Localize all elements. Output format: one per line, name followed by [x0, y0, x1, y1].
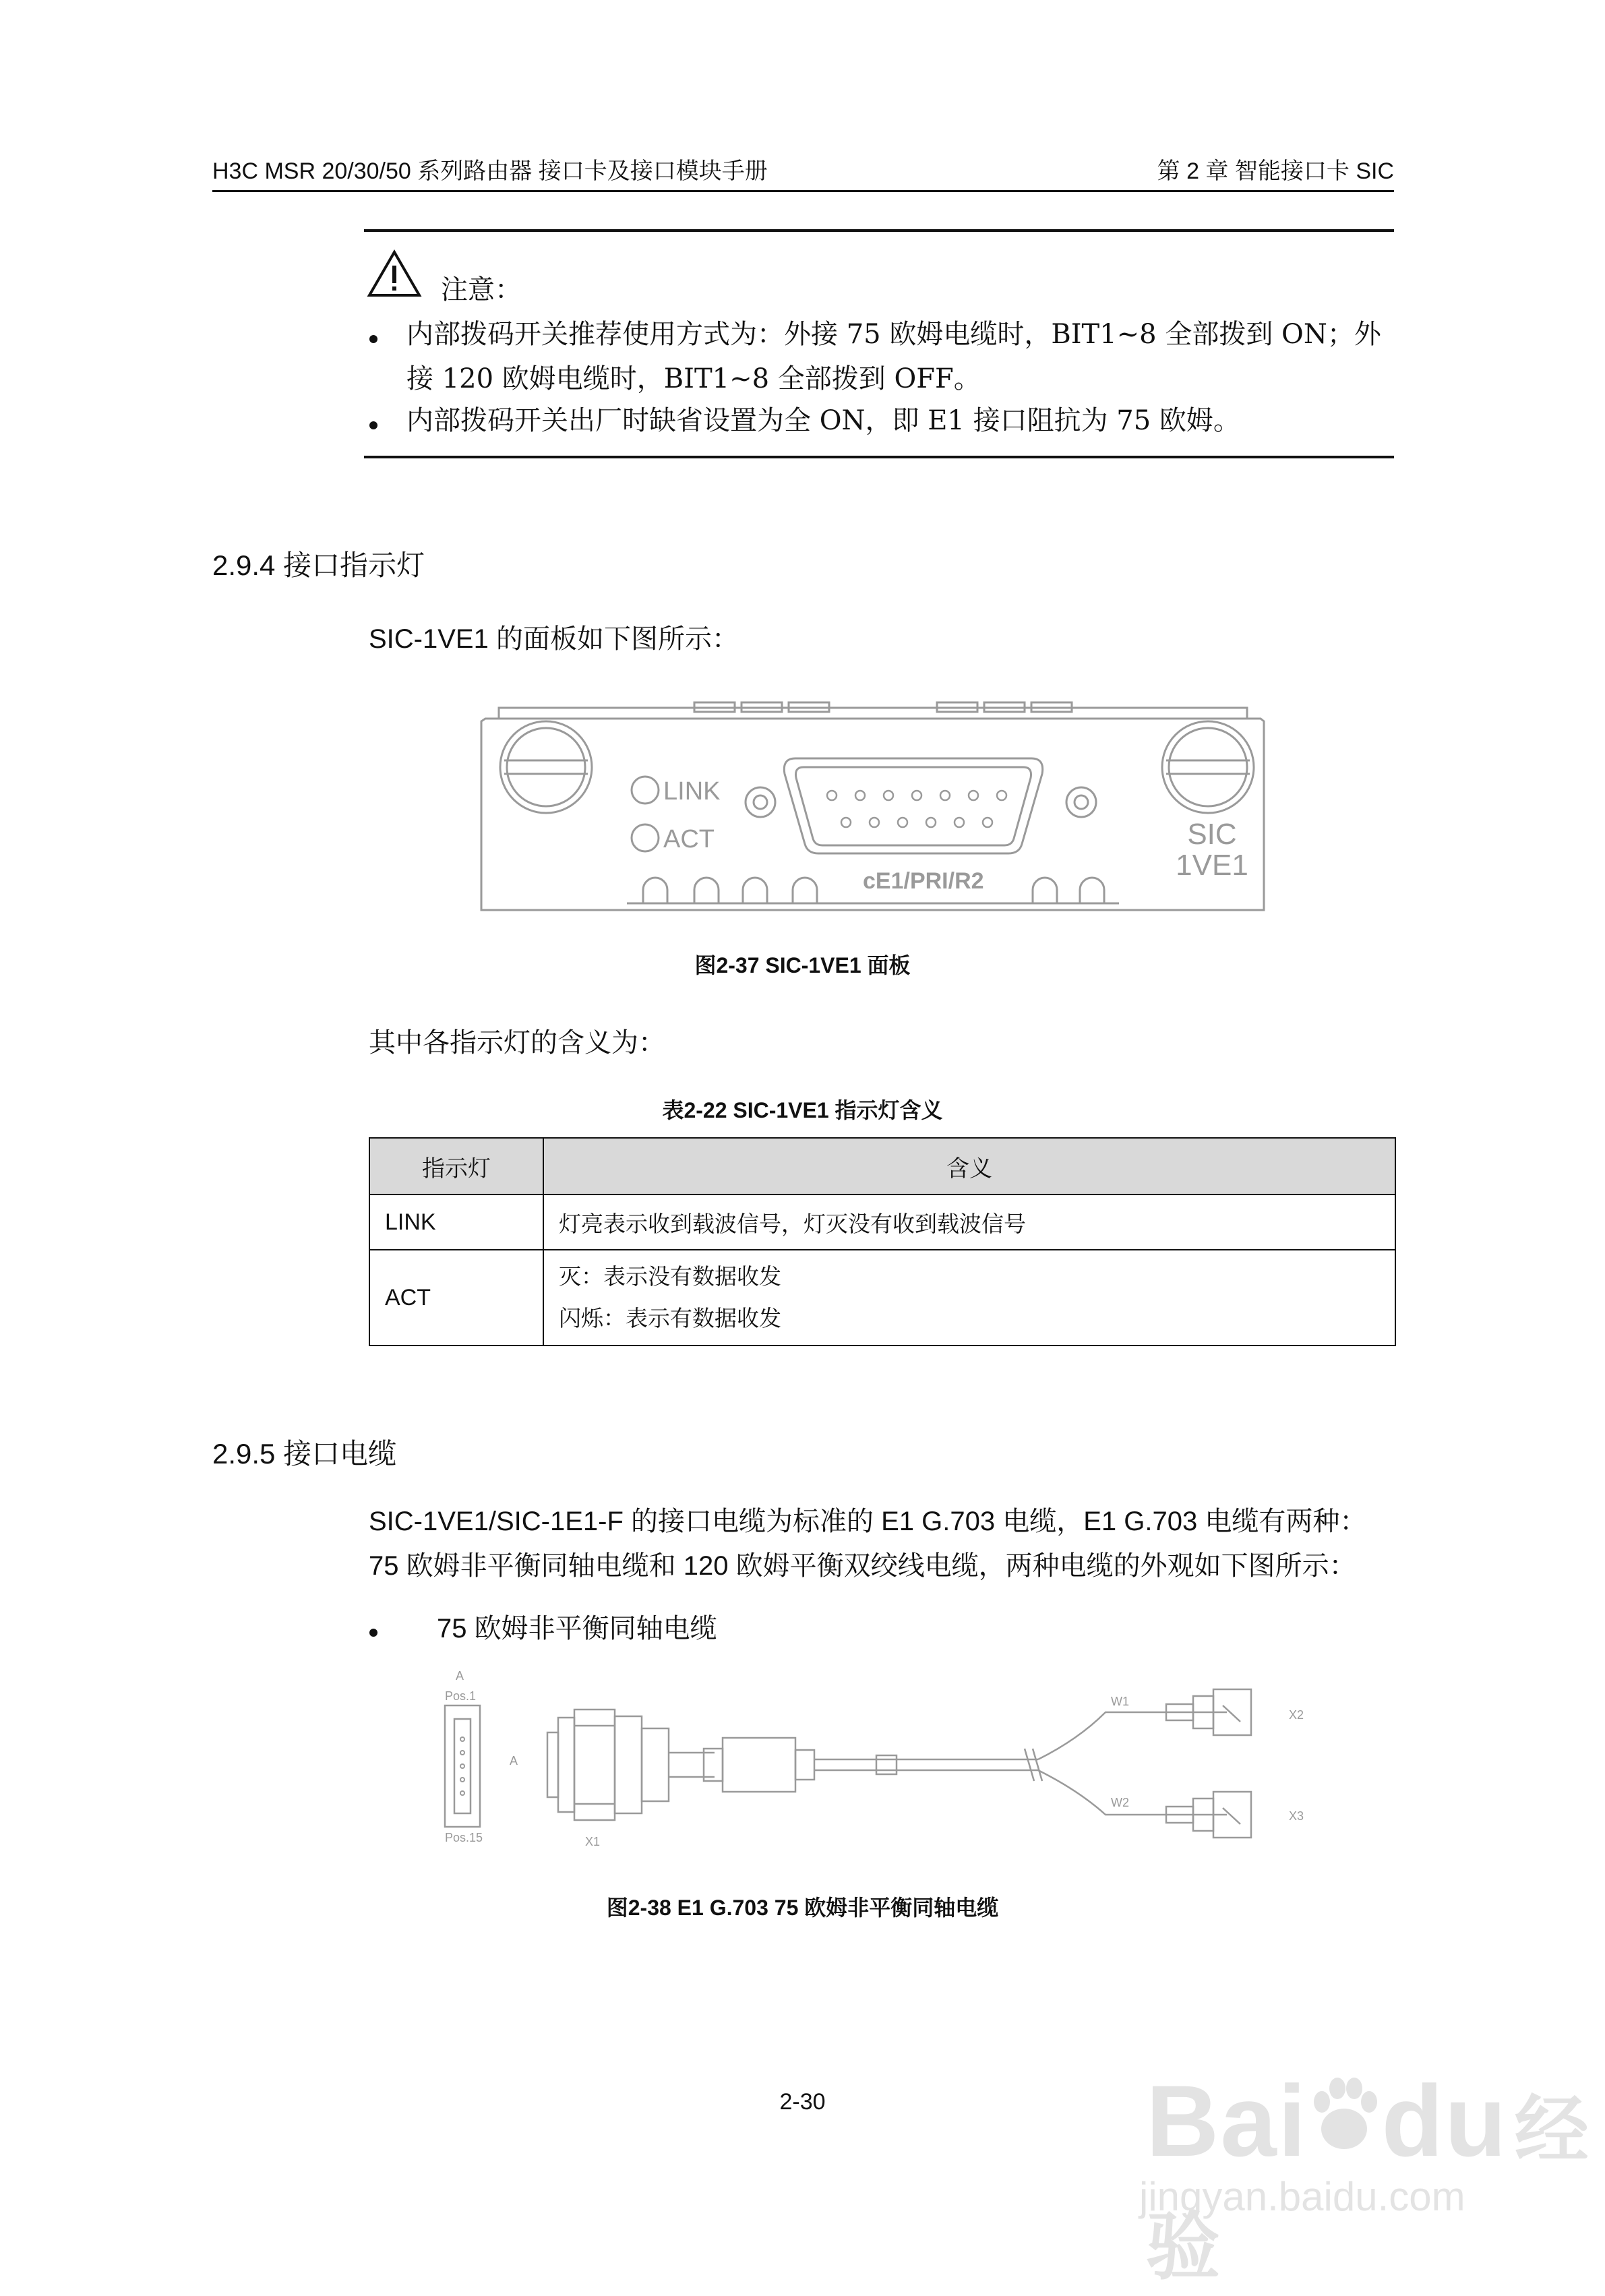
caution-bottom-rule	[364, 456, 1394, 458]
indicator-table	[369, 1137, 1396, 1346]
table-caption-2-22: 表2-22 SIC-1VE1 指示灯含义	[662, 1098, 943, 1122]
table-row	[369, 1250, 1395, 1346]
cable-label-x2: X2	[1289, 1708, 1304, 1722]
cable-label-x1: X1	[585, 1835, 601, 1848]
table-header-led: 指示灯	[369, 1138, 543, 1195]
table-cell-led: ACT	[369, 1250, 543, 1346]
table-cell-meaning-line: 灭：表示没有数据收发	[559, 1263, 781, 1290]
panel-model-line2: 1VE1	[1176, 849, 1248, 882]
header-right: 第 2 章 智能接口卡 SIC	[1157, 158, 1394, 184]
sic-1ve1-panel-figure	[472, 701, 1274, 917]
cable-label-w2: W2	[1111, 1796, 1129, 1809]
watermark-brand: Bai	[1146, 2064, 1308, 2177]
panel-model-line1: SIC	[1187, 818, 1237, 851]
section-294-intro: SIC-1VE1 的面板如下图所示：	[369, 624, 739, 654]
caution-bullet-2: 内部拨码开关出厂时缺省设置为全 ON，即 E1 接口阻抗为 75 欧姆。	[406, 405, 1240, 436]
section-295-paragraph	[369, 1499, 1366, 1588]
cable-label-x3: X3	[1289, 1809, 1304, 1823]
figure-caption-2-38: 图2-38 E1 G.703 75 欧姆非平衡同轴电缆	[606, 1896, 999, 1920]
figure-caption-2-37: 图2-37 SIC-1VE1 面板	[694, 953, 911, 977]
table-header-row	[369, 1138, 1395, 1195]
page-number: 2-30	[779, 2089, 826, 2115]
cable-label-pos1: Pos.1	[445, 1689, 477, 1703]
caution-title: 注意：	[441, 275, 522, 305]
e1-coax-cable-figure	[431, 1665, 1335, 1861]
cable-label-a-mid: A	[510, 1754, 518, 1768]
caution-bullet-1-line2: 接 120 欧姆电缆时，BIT1~8 全部拨到 OFF。	[406, 363, 981, 394]
caution-top-rule	[364, 229, 1394, 232]
caution-bullet-1-line1: 内部拨码开关推荐使用方式为：外接 75 欧姆电缆时，BIT1~8 全部拨到 ON；外	[406, 319, 1381, 350]
header-rule	[212, 190, 1394, 192]
watermark-brand2: du	[1381, 2064, 1508, 2177]
table-cell-meaning: 灯亮表示收到载波信号，灯灭没有收到载波信号	[543, 1195, 1395, 1250]
bullet-dot	[369, 421, 377, 429]
paw-icon	[1307, 2063, 1381, 2179]
cable-label-w1: W1	[1111, 1695, 1129, 1708]
bullet-dot	[369, 1629, 377, 1637]
cable-bullet: 75 欧姆非平衡同轴电缆	[437, 1614, 717, 1643]
watermark-url: jingyan.baidu.com	[1139, 2174, 1465, 2219]
section-heading-294: 2.9.4 接口指示灯	[212, 549, 425, 581]
watermark-cn: 经验	[1146, 2089, 1590, 2289]
panel-act-label: ACT	[663, 825, 715, 853]
cable-label-pos15: Pos.15	[445, 1831, 483, 1844]
meaning-intro: 其中各指示灯的含义为：	[369, 1027, 665, 1058]
header-left: H3C MSR 20/30/50 系列路由器 接口卡及接口模块手册	[212, 158, 768, 184]
section-heading-295: 2.9.5 接口电缆	[212, 1438, 397, 1470]
table-cell-meaning	[543, 1250, 1395, 1346]
table-header-meaning: 含义	[543, 1138, 1395, 1195]
table-cell-meaning-line: 闪烁：表示有数据收发	[559, 1305, 781, 1331]
bullet-dot	[369, 335, 377, 343]
warning-icon	[367, 249, 422, 298]
cable-label-a-top: A	[456, 1669, 464, 1683]
table-row	[369, 1195, 1395, 1250]
table-cell-led: LINK	[369, 1195, 543, 1250]
panel-link-label: LINK	[663, 777, 721, 806]
panel-port-label: cE1/PRI/R2	[863, 868, 984, 894]
section-295-para-line1: SIC-1VE1/SIC-1E1-F 的接口电缆为标准的 E1 G.703 电缆，E1 G.703 电缆有两种：	[369, 1507, 1367, 1536]
section-295-para-line2: 75 欧姆非平衡同轴电缆和 120 欧姆平衡双绞线电缆，两种电缆的外观如下图所示：	[369, 1551, 1356, 1581]
caution-bullet-1	[406, 312, 1394, 401]
